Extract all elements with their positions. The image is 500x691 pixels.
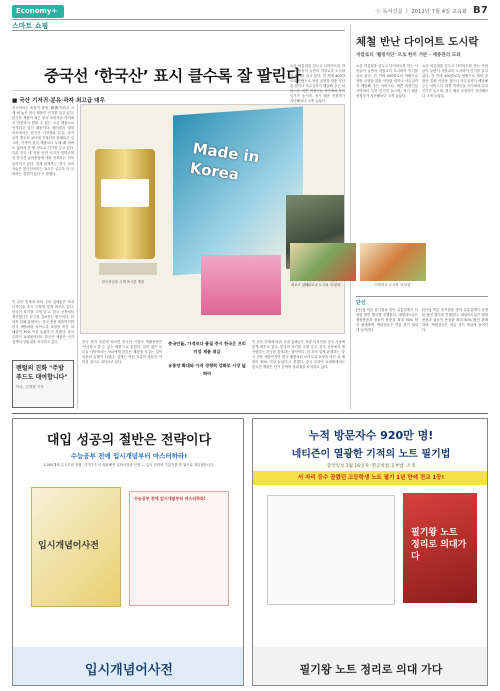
snack-box-text: Made in Korea <box>188 139 261 184</box>
header-date: ⓔ 독서신문 ㅣ 2012년 7월 4일 교육화 <box>375 9 468 15</box>
article-body-col3: 이 같은 추세에 따라 국내 업체들은 포장 디자인을 중국 시장에 맞게 바꾸고 있다. 한국어 표기를 크게 넣고, 한국 공장에서 생산했다는 문구를 강조하는 방식이다. 한 과자 업체 관계자는 '중국 전용 제품이지만 한국 제품처럼 보이도록 포장을 바꾼 뒤 매출이 30% 이상 늘었다'고 전했다. 중국 온라인 쇼핑몰에서도 한국산 제품은 인기 검색어 상위권을 차지하고 있다. <box>252 340 345 370</box>
page-header <box>376 5 488 16</box>
ad-divider <box>12 413 488 414</box>
lunchbox-photo-1 <box>290 243 356 281</box>
ad-right-highlight: 서 자리 등수 끌렸던 고등학생 노트 필기 1년 만에 전교 1등! <box>253 471 488 485</box>
page-number: B7 <box>473 5 488 16</box>
feature-subtitle: 저칼로리 '웰빙식단' 으로 한끼 거뜬 - 체중관리 도와 <box>356 53 461 58</box>
ad-right-footer <box>253 647 488 686</box>
kicker-rule <box>12 30 345 31</box>
diaper-pack <box>201 255 281 315</box>
ad-left-headline: 대입 성공의 절반은 전략이다 <box>46 433 212 448</box>
feature-body-col2: 요즘 여름철을 앞두고 다이어트를 하는 사람들이 늘면서 저칼로리 도시락이 인기를 끌고 있다. 한 끼에 400칼로리 안팎으로 영양 균형을 맞춘 식단을 집이나 사무실까지 배달해 주는 서비스다. 바쁜 직장인들 사이에서 특히 인기가 높으며, 정기 배송 신청자가 지난해보다 크게 늘었다. <box>422 64 488 99</box>
article-body-col1b: 이 같은 추세에 따라 국내 업체들은 포장 디자인을 중국 시장에 맞게 바꾸고 있다. 한국어 표기를 크게 넣고, 한국 공장에서 생산했다는 문구를 강조하는 방식이다. 한 과자 업체 관계자는 '중국 전용 제품이지만 한국 제품처럼 보이도록 포장을 바꾼 뒤 매출이 30% 이상 늘었다'고 전했다. 중국 온라인 쇼핑몰에서도 한국산 제품은 인기 검색어 상위권을 차지하고 있다. <box>12 300 74 345</box>
ad-right-headline: 누적 방문자수 920만 명! <box>308 429 434 442</box>
formula-base <box>99 263 157 275</box>
lunchbox-caption-2: 다이어트 도시락 '모닝업' <box>374 283 412 287</box>
lunchbox-photo-2 <box>360 243 426 281</box>
mid-heading-2: 유통망 확대와 가격 경쟁력 강화로 시장 넓혀야 <box>168 363 246 376</box>
ad-left <box>12 418 244 686</box>
article-body-col1: 중국에서는 포장지 겉에 '韓國'이라고 크게 써 놓은 한국 제품이 인기를 끌고 있다. 한국산 제품이 최근 중국 소비자들 사이에서 안전하고 믿을 수 있는 고급 제품으로 인식되고 있기 때문이다. 베이징의 대형 마트에서는 한국산 기저귀와 분유, 과자 등이 별도의 코너에 진열되어 판매되고 있으며, 가격이 현지 제품보다 두세 배 비싸도 없어서 못 팔 정도로 인기를 끌고 있다. 특히 중국 내 식품 안전 사고가 잇따르면서 한국산 유아용품에 대한 신뢰도는 더욱 높아지고 있다. 업계 관계자는 '중국 소비자들은 한국산이라는 표시가 클수록 더 신뢰하는 경향이 있다'고 말했다. <box>12 106 74 176</box>
column-divider <box>77 104 78 409</box>
ad-right-book <box>403 493 477 603</box>
brief-label: 단신 <box>356 300 366 306</box>
mid-heading-block <box>167 340 247 410</box>
formula-label <box>101 179 149 207</box>
section-logo: Economy+ <box>12 5 64 18</box>
page-title: 중국선 ‘한국산’ 표시 클수록 잘 팔린다 <box>44 67 301 85</box>
ad-right-bullets <box>267 495 395 605</box>
column-box-byline: 박수, 김재형 기자 <box>16 385 44 389</box>
ad-left-book-title: 입시개념어사전 <box>38 541 99 551</box>
ad-left-footer <box>13 647 244 686</box>
ad-right-subline: 네티즌이 열광한 기적의 노트 필기법 <box>291 449 451 460</box>
column-box-title: 렌털의 진화 "주방 푸드도 대여합니다" <box>16 365 68 381</box>
column-box <box>12 360 74 408</box>
brief-rule <box>356 296 488 297</box>
mid-heading-1: 중국인들, 가격보다 품질 중시 한국은 프리미엄 제품 취급 <box>168 341 246 354</box>
feature-title: 체철 반난 다이어트 도시락 <box>356 36 479 48</box>
photo-caption-right: 펴보고 있다. <box>291 283 310 288</box>
lunchbox-caption-1: 저칼로리 도시락 '슬림밀' <box>304 283 342 287</box>
brief-body-2: [단신] 여름 휴가철을 맞아 유통업계가 다양한 할인 행사를 진행한다. 대형마트들은 캠핑용품과 물놀이 용품을 최대 50% 할인 판매하며, 백화점들은 여름 정기 세일에 들어간다. <box>422 308 488 333</box>
subheadline: ■ 국산 기저귀·분유·과자 최고급 대우 <box>12 98 105 104</box>
brief-body-1: [단신] 여름 휴가철을 맞아 유통업계가 다양한 할인 행사를 진행한다. 대형마트들은 캠핑용품과 물놀이 용품을 최대 50% 할인 판매하며, 백화점들은 여름 정기 세일에 들어간다. <box>356 308 418 333</box>
ad-right <box>252 418 488 686</box>
article-body-col2: 중국 현지 언론에 따르면 한국산 식품과 생활용품은 '안심하고 쓸 수 있는 제품'으로 통한다. 특히 젊은 부모들 사이에서는 자녀에게 한국산 제품을 사주는 것이 일종의 유행이 되었다. 업계는 이런 흐름이 당분간 이어질 것으로 내다보고 있다. <box>82 340 162 365</box>
ad-right-footer-title: 필기왕 노트 정리로 의대 가다 <box>299 663 443 676</box>
section-kicker: 스마트 쇼핑 <box>12 22 49 30</box>
ad-left-footer-title: 입시개념어사전 <box>85 663 173 678</box>
ad-left-desc: 3,000개의 수시모집 전형, 거기다가 더 복잡해진 입학사정관 전형 — 입시 전략의 기본기를 한 권으로 정리했습니다. <box>43 463 215 467</box>
feature-body-col0: 요즘 여름철을 앞두고 다이어트를 하는 사람들이 늘면서 저칼로리 도시락이 인기를 끌고 있다. 한 끼에 400칼로리 안팎으로 영양 균형을 맞춘 식단을 집이나 사무실까지 배달해 주는 서비스다. 바쁜 직장인들 사이에서 특히 인기가 높으며, 정기 배송 신청자가 지난해보다 크게 늘었다. <box>290 64 345 104</box>
ad-right-source: 중앙일보 3월 16일자 ‘열공비법 공부법’ 소개 <box>326 464 416 469</box>
photo-caption-left: 한국산임을 크게 표시한 제품 <box>101 280 145 284</box>
feature-body-col1: 요즘 여름철을 앞두고 다이어트를 하는 사람들이 늘면서 저칼로리 도시락이 인기를 끌고 있다. 한 끼에 400칼로리 안팎으로 영양 균형을 맞춘 식단을 집이나 사무실까지 배달해 주는 서비스다. 바쁜 직장인들 사이에서 특히 인기가 높으며, 정기 배송 신청자가 지난해보다 크게 늘었다. <box>356 64 418 99</box>
ad-left-book <box>31 487 121 607</box>
ad-left-subline: 수능공부 전에 입시개념부터 마스터하라! <box>70 452 188 460</box>
header-rule <box>12 19 488 20</box>
feature-divider <box>350 24 351 409</box>
ad-right-book-title: 필기왕 노트 정리로 의대가다 <box>411 528 467 562</box>
ad-left-info-text: 수능공부 전에 입시개념부터 마스터하라! <box>134 496 206 501</box>
ad-left-info <box>129 491 229 606</box>
